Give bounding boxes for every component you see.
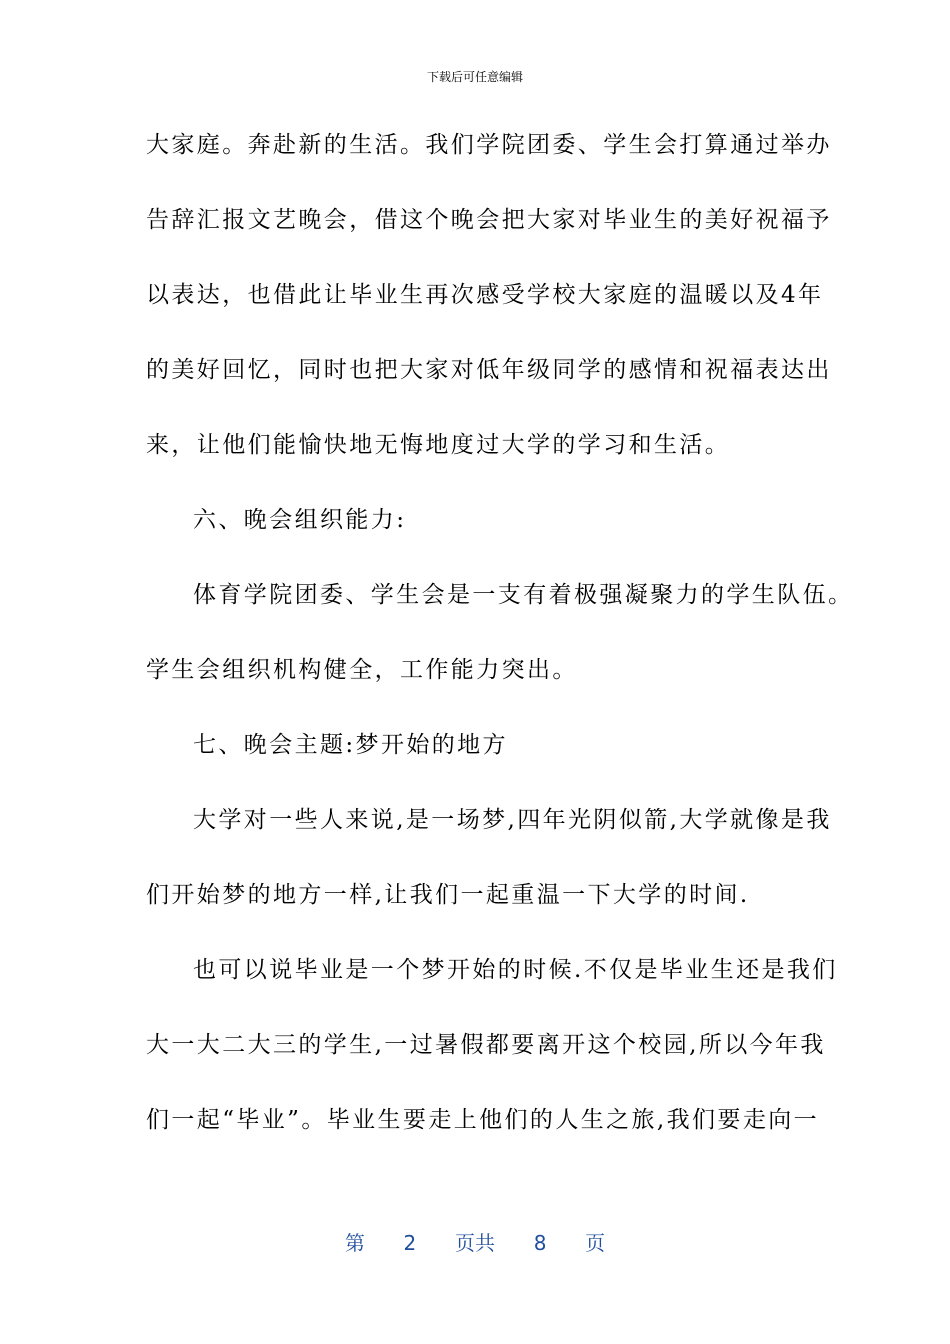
paragraph-line: 来，让他们能愉快地无悔地度过大学的学习和生活。 bbox=[146, 432, 731, 458]
paragraph-line: 大一大二大三的学生,一过暑假都要离开这个校园,所以今年我 bbox=[146, 1032, 826, 1058]
paragraph-line: 的美好回忆，同时也把大家对低年级同学的感情和祝福表达出 bbox=[146, 357, 832, 383]
paragraph-line: 告辞汇报文艺晚会，借这个晚会把大家对毕业生的美好祝福予 bbox=[146, 207, 832, 233]
section-heading-seven: 七、晚会主题:梦开始的地方 bbox=[193, 732, 508, 758]
paragraph-line: 们开始梦的地方一样,让我们一起重温一下大学的时间. bbox=[146, 882, 750, 908]
section-heading-six: 六、晚会组织能力: bbox=[193, 507, 407, 533]
footer-total-pages: 8 bbox=[533, 1231, 547, 1255]
paragraph-line: 学生会组织机构健全，工作能力突出。 bbox=[146, 657, 578, 683]
header-note: 下载后可任意编辑 bbox=[426, 70, 523, 84]
footer-middle: 页共 bbox=[455, 1231, 495, 1255]
paragraph-line: 以表达，也借此让毕业生再次感受学校大家庭的温暖以及4年 bbox=[146, 282, 824, 308]
paragraph-line: 大学对一些人来说,是一场梦,四年光阴似箭,大学就像是我 bbox=[193, 807, 832, 833]
paragraph-line: 体育学院团委、学生会是一支有着极强凝聚力的学生队伍。 bbox=[193, 582, 854, 608]
footer-current-page: 2 bbox=[403, 1231, 417, 1255]
paragraph-line: 大家庭。奔赴新的生活。我们学院团委、学生会打算通过举办 bbox=[146, 132, 832, 158]
paragraph-line: 也可以说毕业是一个梦开始的时候.不仅是毕业生还是我们 bbox=[193, 957, 838, 983]
paragraph-line: 们一起“毕业”。毕业生要走上他们的人生之旅,我们要走向一 bbox=[146, 1107, 820, 1133]
page-footer bbox=[0, 1227, 950, 1256]
footer-prefix: 第 bbox=[344, 1231, 365, 1255]
footer-suffix: 页 bbox=[585, 1231, 606, 1255]
